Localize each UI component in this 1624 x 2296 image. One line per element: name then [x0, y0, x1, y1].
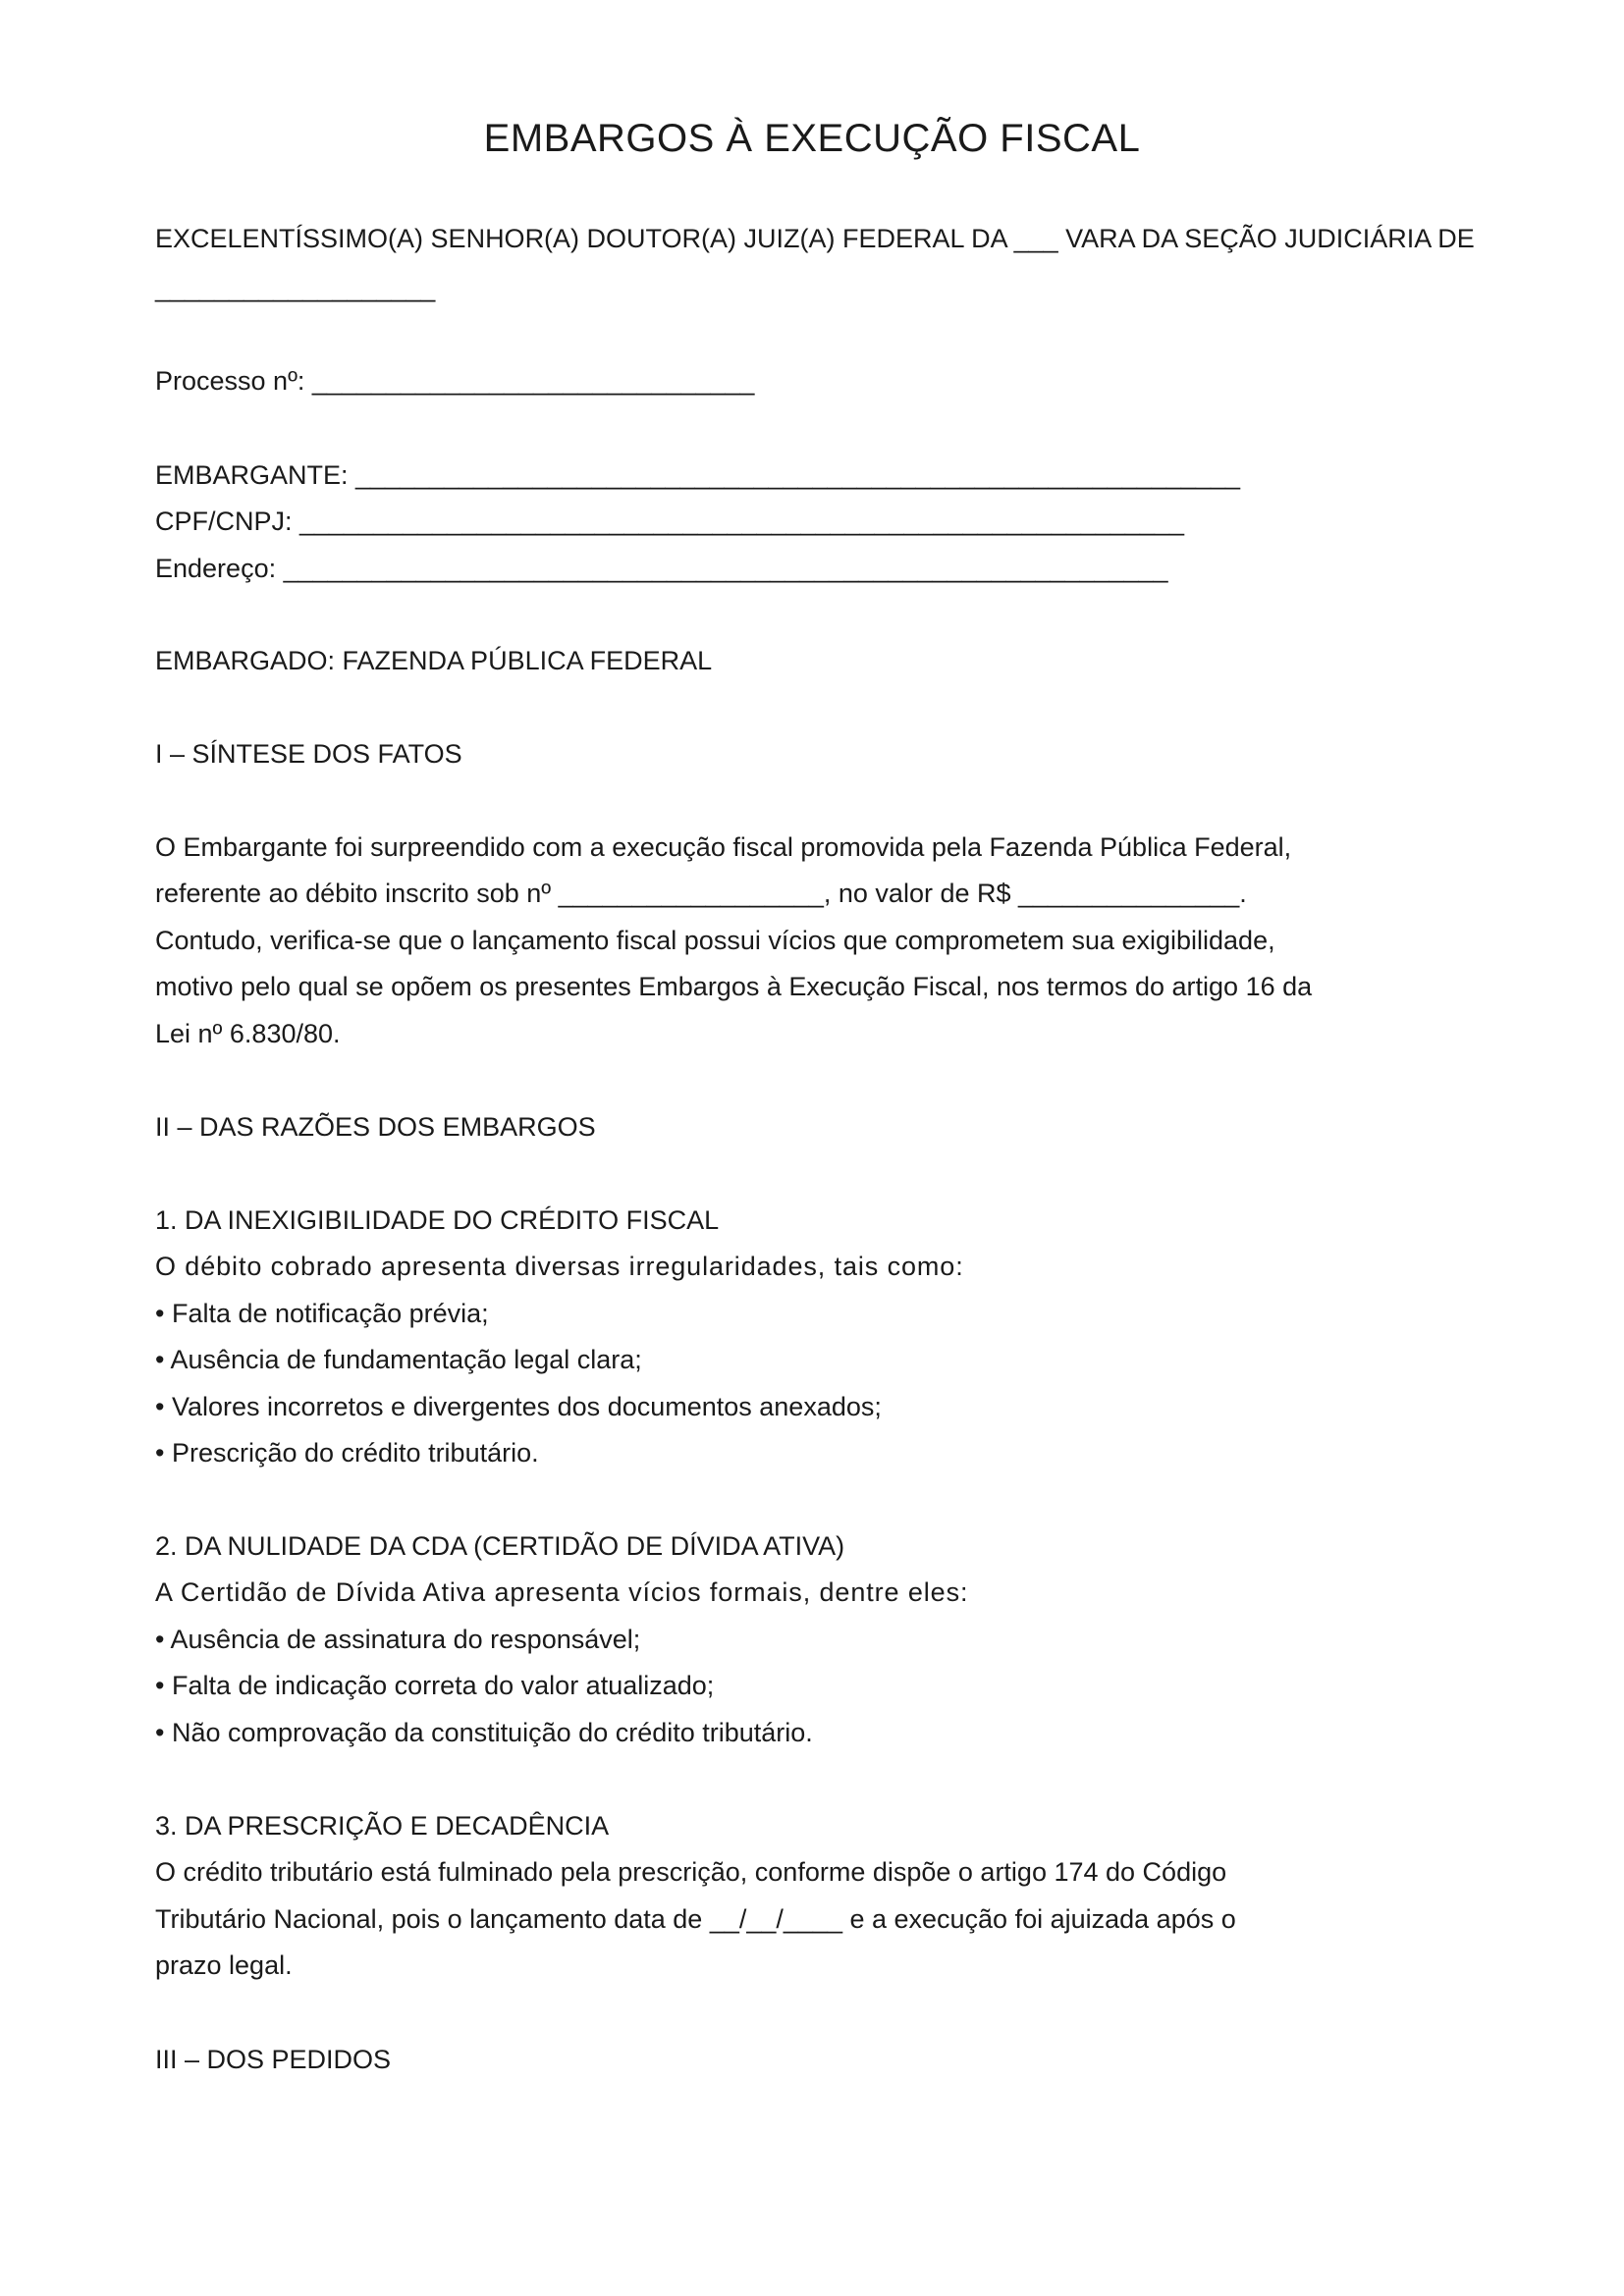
- subsection-heading-cda: 2. DA NULIDADE DA CDA (CERTIDÃO DE DÍVIDA ATIVA): [155, 1531, 845, 1561]
- list-item: • Valores incorretos e divergentes dos documentos anexados;: [155, 1392, 882, 1421]
- addressee-line: EXCELENTÍSSIMO(A) SENHOR(A) DOUTOR(A) JUIZ(A) FEDERAL DA ___ VARA DA SEÇÃO JUDICIÁRIA DE: [155, 224, 1475, 253]
- list-item: • Ausência de fundamentação legal clara;: [155, 1345, 642, 1374]
- list-item: • Falta de indicação correta do valor atualizado;: [155, 1671, 715, 1700]
- cpf-cnpj-field: CPF/CNPJ: ____________________________________________________________: [155, 507, 1184, 536]
- list-item: • Prescrição do crédito tributário.: [155, 1438, 539, 1468]
- list-item: • Falta de notificação prévia;: [155, 1299, 489, 1328]
- embargante-field: EMBARGANTE: ____________________________________________________________: [155, 460, 1240, 490]
- addressee-blank: ___________________: [155, 273, 436, 302]
- endereco-field: Endereço: ____________________________________________________________: [155, 554, 1168, 583]
- prescription-paragraph-line: Tributário Nacional, pois o lançamento data de __/__/____ e a execução foi ajuizada após o: [155, 1904, 1236, 1934]
- facts-paragraph-line: Lei nº 6.830/80.: [155, 1019, 341, 1048]
- facts-paragraph-line: O Embargante foi surpreendido com a execução fiscal promovida pela Fazenda Pública Federal,: [155, 832, 1292, 862]
- document-title: EMBARGOS À EXECUÇÃO FISCAL: [483, 117, 1141, 160]
- list-item: • Ausência de assinatura do responsável;: [155, 1625, 641, 1654]
- section-heading-facts: I – SÍNTESE DOS FATOS: [155, 739, 462, 769]
- subsection-heading-inexigibility: 1. DA INEXIGIBILIDADE DO CRÉDITO FISCAL: [155, 1205, 720, 1235]
- list-item: • Não comprovação da constituição do crédito tributário.: [155, 1718, 813, 1747]
- facts-paragraph-line: referente ao débito inscrito sob nº __________________, no valor de R$ _______________.: [155, 879, 1247, 908]
- section-heading-requests: III – DOS PEDIDOS: [155, 2045, 392, 2074]
- process-number: Processo nº: ______________________________: [155, 366, 755, 396]
- prescription-paragraph-line: prazo legal.: [155, 1950, 293, 1980]
- prescription-paragraph-line: O crédito tributário está fulminado pela prescrição, conforme dispõe o artigo 174 do Código: [155, 1857, 1227, 1887]
- facts-paragraph-line: motivo pelo qual se opõem os presentes Embargos à Execução Fiscal, nos termos do artigo 16 da: [155, 972, 1313, 1001]
- section-heading-reasons: II – DAS RAZÕES DOS EMBARGOS: [155, 1112, 596, 1142]
- inexigibility-intro: O débito cobrado apresenta diversas irregularidades, tais como:: [155, 1252, 964, 1281]
- embargado-field: EMBARGADO: FAZENDA PÚBLICA FEDERAL: [155, 646, 713, 675]
- subsection-heading-prescription: 3. DA PRESCRIÇÃO E DECADÊNCIA: [155, 1811, 610, 1841]
- cda-intro: A Certidão de Dívida Ativa apresenta vícios formais, dentre eles:: [155, 1577, 969, 1607]
- facts-paragraph-line: Contudo, verifica-se que o lançamento fiscal possui vícios que comprometem sua exigibilidade,: [155, 926, 1275, 955]
